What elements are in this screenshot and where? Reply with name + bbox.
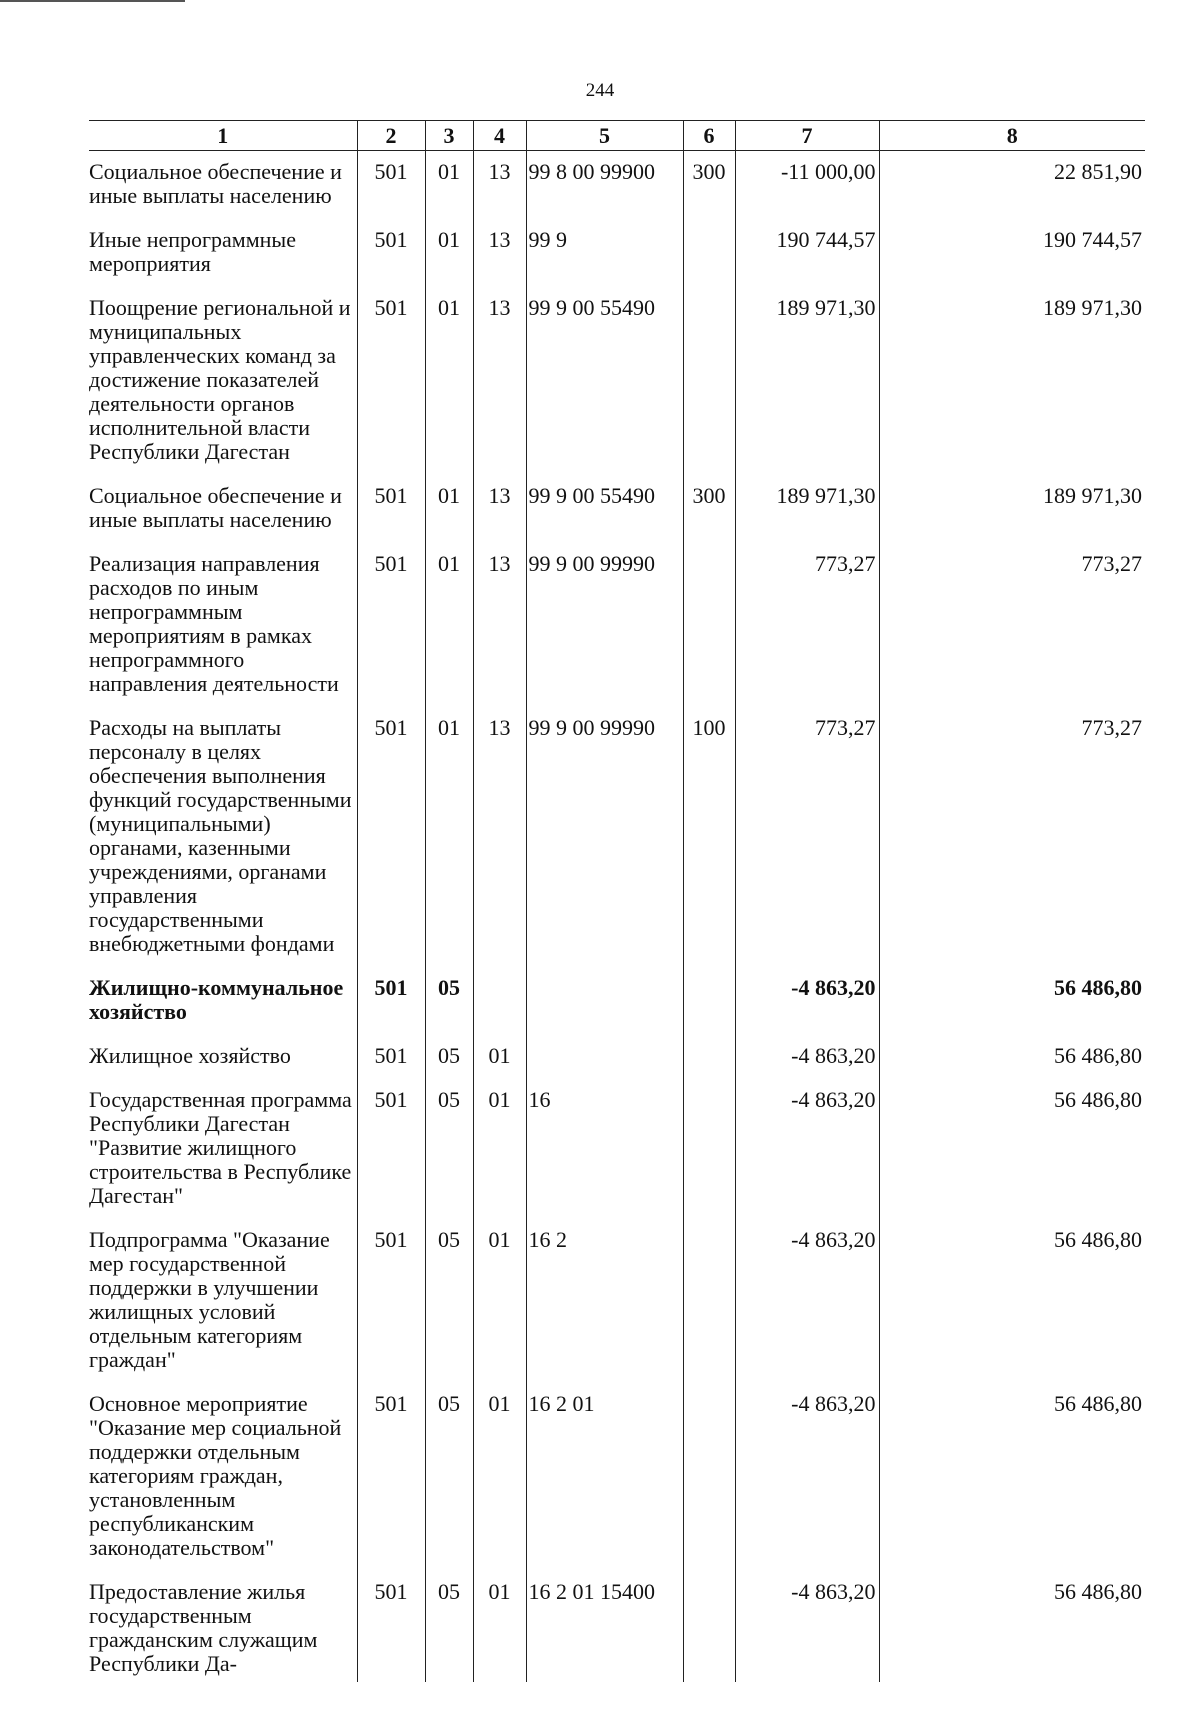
table-body (89, 151, 1145, 1683)
col7-cell: -4 863,20 (735, 1392, 879, 1580)
table-row (89, 976, 1145, 1044)
col5-cell: 16 (526, 1088, 683, 1228)
col6-cell (683, 552, 735, 716)
header-col-4: 4 (473, 121, 526, 151)
table-row (89, 151, 1145, 229)
col4-cell (473, 976, 526, 1044)
col4-cell: 01 (473, 1228, 526, 1392)
table-row (89, 1044, 1145, 1088)
col6-cell (683, 228, 735, 296)
col7-cell: 773,27 (735, 716, 879, 976)
row-name-cell: Основное мероприятие "Оказание мер социальной поддержки отдельным категориям граждан, установленным республиканским законодательством" (89, 1391, 342, 1560)
col4-cell: 13 (473, 552, 526, 716)
row-name-cell: Реализация направления расходов по иным непрограммным мероприятиям в рамках непрограммного направления деятельности (89, 551, 339, 696)
col2-cell: 501 (357, 1228, 425, 1392)
col6-cell (683, 1088, 735, 1228)
col7-cell: -4 863,20 (735, 1228, 879, 1392)
col6-cell (683, 976, 735, 1044)
col2-cell: 501 (357, 976, 425, 1044)
budget-table (89, 120, 1145, 1682)
scan-edge-rule (0, 0, 185, 2)
col7-cell: -11 000,00 (735, 151, 879, 229)
col5-cell: 16 2 01 (526, 1392, 683, 1580)
col4-cell: 13 (473, 484, 526, 552)
page-number: 244 (585, 80, 615, 101)
col4-cell: 13 (473, 296, 526, 484)
col6-cell (683, 296, 735, 484)
row-name-cell: Жилищное хозяйство (89, 1043, 291, 1068)
header-col-3: 3 (425, 121, 473, 151)
col3-cell: 05 (425, 1392, 473, 1580)
col3-cell: 05 (425, 976, 473, 1044)
col3-cell: 01 (425, 716, 473, 976)
col5-cell: 99 9 00 55490 (526, 484, 683, 552)
col5-cell: 16 2 01 15400 (526, 1580, 683, 1682)
row-name-cell: Жилищно-коммунальное хозяйство (89, 975, 344, 1024)
col4-cell: 01 (473, 1392, 526, 1580)
header-col-8: 8 (879, 121, 1145, 151)
col5-cell: 99 9 00 55490 (526, 296, 683, 484)
col8-cell: 56 486,80 (879, 1392, 1145, 1580)
table-row (89, 1088, 1145, 1228)
col4-cell: 01 (473, 1044, 526, 1088)
col2-cell: 501 (357, 1044, 425, 1088)
col6-cell: 300 (683, 484, 735, 552)
col4-cell: 13 (473, 228, 526, 296)
col5-cell (526, 976, 683, 1044)
header-col-7: 7 (735, 121, 879, 151)
col2-cell: 501 (357, 1392, 425, 1580)
col4-cell: 13 (473, 151, 526, 229)
col7-cell: -4 863,20 (735, 1044, 879, 1088)
table-row (89, 1228, 1145, 1392)
col8-cell: 190 744,57 (879, 228, 1145, 296)
col6-cell: 100 (683, 716, 735, 976)
col5-cell: 99 8 00 99900 (526, 151, 683, 229)
table-row (89, 716, 1145, 976)
header-col-1: 1 (89, 121, 357, 151)
col5-cell: 99 9 00 99990 (526, 552, 683, 716)
col6-cell: 300 (683, 151, 735, 229)
col5-cell: 99 9 00 99990 (526, 716, 683, 976)
col7-cell: 773,27 (735, 552, 879, 716)
col7-cell: 189 971,30 (735, 484, 879, 552)
row-name-cell: Поощрение региональной и муниципальных управленческих команд за достижение показателей деятельности органов исполнительной власти Республики Дагестан (89, 295, 351, 464)
col7-cell: 189 971,30 (735, 296, 879, 484)
col8-cell: 189 971,30 (879, 296, 1145, 484)
col3-cell: 01 (425, 552, 473, 716)
col6-cell (683, 1228, 735, 1392)
header-col-2: 2 (357, 121, 425, 151)
col3-cell: 05 (425, 1580, 473, 1682)
col8-cell: 56 486,80 (879, 1088, 1145, 1228)
col6-cell (683, 1392, 735, 1580)
col2-cell: 501 (357, 151, 425, 229)
col4-cell: 13 (473, 716, 526, 976)
col8-cell: 56 486,80 (879, 1228, 1145, 1392)
col8-cell: 773,27 (879, 552, 1145, 716)
row-name-cell: Иные непрограммные мероприятия (89, 227, 296, 276)
table-row (89, 1580, 1145, 1682)
col2-cell: 501 (357, 552, 425, 716)
col2-cell: 501 (357, 484, 425, 552)
col6-cell (683, 1044, 735, 1088)
col3-cell: 05 (425, 1044, 473, 1088)
col7-cell: 190 744,57 (735, 228, 879, 296)
col7-cell: -4 863,20 (735, 1088, 879, 1228)
col3-cell: 01 (425, 228, 473, 296)
col4-cell: 01 (473, 1088, 526, 1228)
col5-cell: 16 2 (526, 1228, 683, 1392)
col7-cell: -4 863,20 (735, 1580, 879, 1682)
col3-cell: 01 (425, 484, 473, 552)
col3-cell: 05 (425, 1088, 473, 1228)
row-name-cell: Расходы на выплаты персоналу в целях обеспечения выполнения функций государственными (муниципальными) органами, казенными учреждениями, органами управления государственными внебюджетными фондами (89, 715, 352, 956)
col4-cell: 01 (473, 1580, 526, 1682)
col8-cell: 56 486,80 (879, 1044, 1145, 1088)
col8-cell: 56 486,80 (879, 976, 1145, 1044)
col2-cell: 501 (357, 1088, 425, 1228)
row-name-cell: Социальное обеспечение и иные выплаты населению (89, 483, 342, 532)
table-row (89, 228, 1145, 296)
col8-cell: 22 851,90 (879, 151, 1145, 229)
table-row (89, 484, 1145, 552)
row-name-cell: Предоставление жилья государственным гражданским служащим Республики Да- (89, 1579, 318, 1676)
col8-cell: 56 486,80 (879, 1580, 1145, 1682)
col3-cell: 05 (425, 1228, 473, 1392)
col3-cell: 01 (425, 296, 473, 484)
header-row (89, 121, 1145, 151)
col8-cell: 189 971,30 (879, 484, 1145, 552)
row-name-cell: Социальное обеспечение и иные выплаты населению (89, 159, 342, 208)
col8-cell: 773,27 (879, 716, 1145, 976)
table-row (89, 296, 1145, 484)
col6-cell (683, 1580, 735, 1682)
col2-cell: 501 (357, 1580, 425, 1682)
header-col-5: 5 (526, 121, 683, 151)
header-col-6: 6 (683, 121, 735, 151)
table-row (89, 1392, 1145, 1580)
col2-cell: 501 (357, 716, 425, 976)
col5-cell: 99 9 (526, 228, 683, 296)
col5-cell (526, 1044, 683, 1088)
col3-cell: 01 (425, 151, 473, 229)
col7-cell: -4 863,20 (735, 976, 879, 1044)
col2-cell: 501 (357, 296, 425, 484)
table-row (89, 552, 1145, 716)
row-name-cell: Государственная программа Республики Дагестан "Развитие жилищного строительства в Республике Дагестан" (89, 1087, 352, 1208)
col2-cell: 501 (357, 228, 425, 296)
row-name-cell: Подпрограмма "Оказание мер государственной поддержки в улучшении жилищных условий отдельным категориям граждан" (89, 1227, 330, 1372)
